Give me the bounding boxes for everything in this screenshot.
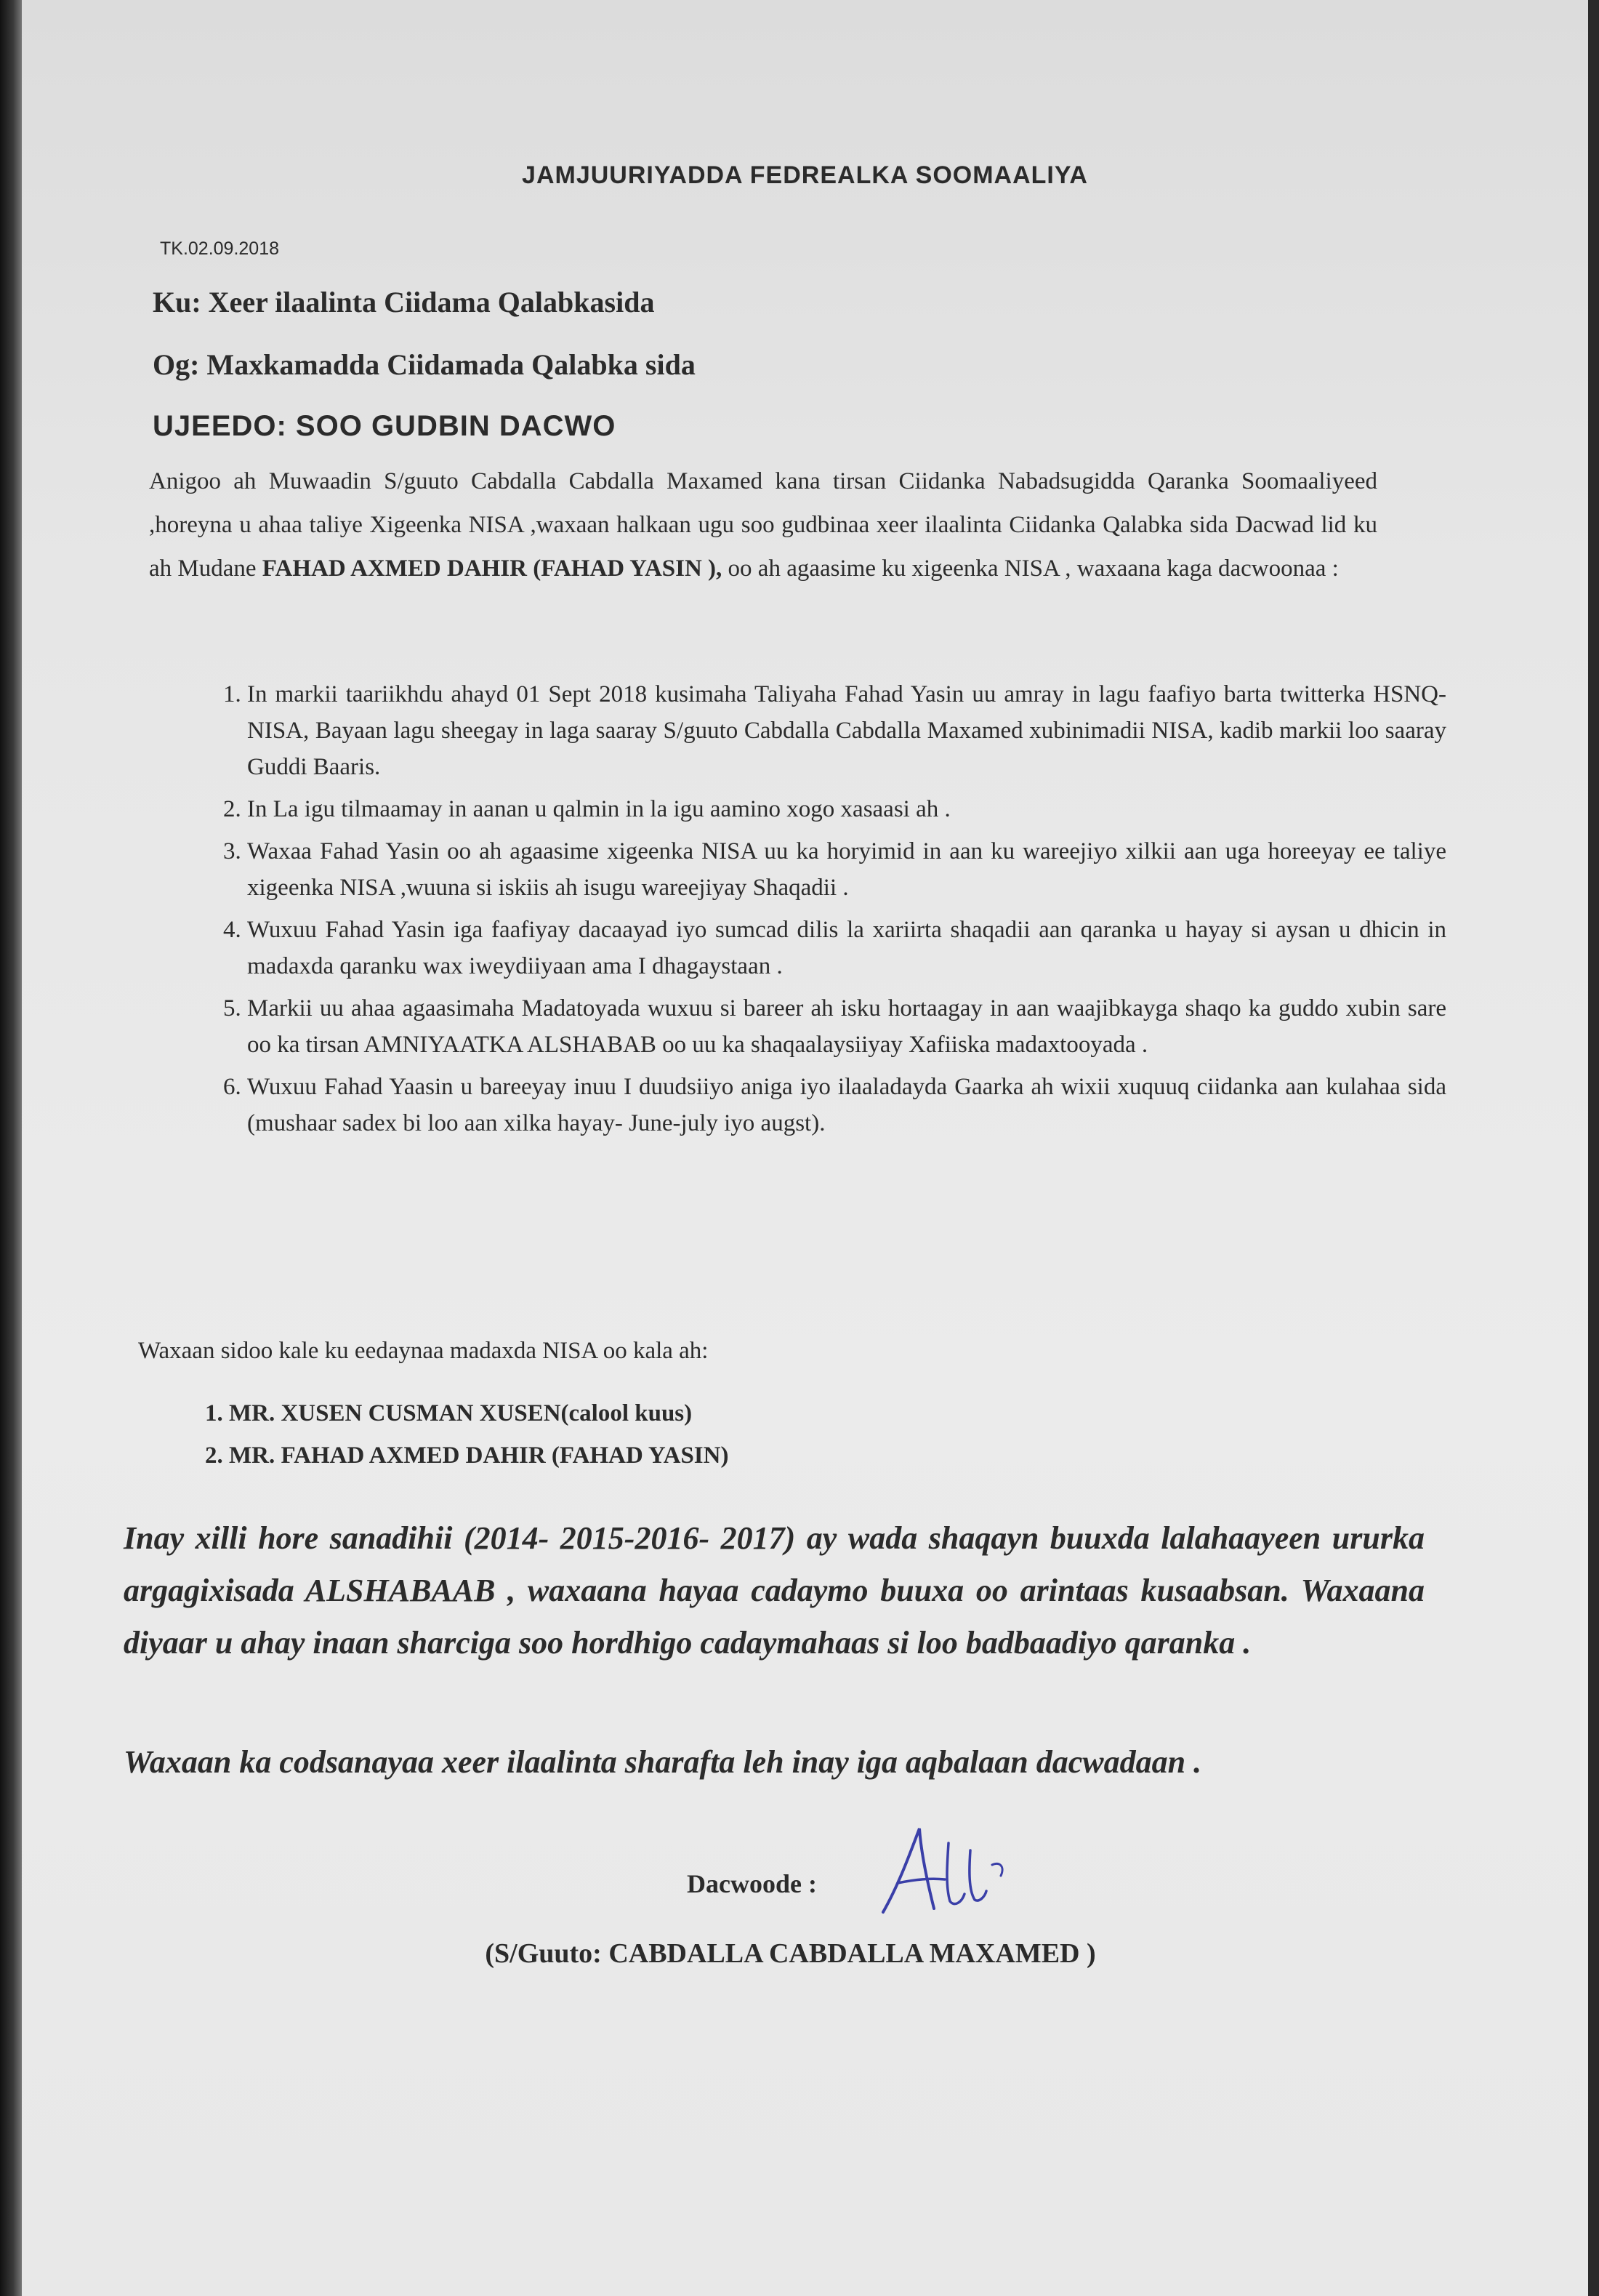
claim-item: 1. In markii taariikhdu ahayd 01 Sept 2018 kusimaha Taliyaha Fahad Yasin uu amray in lagu faafiyo barta twitterka HSNQ-NISA, Bayaan lagu sheegay in laga saaray S/guuto Cabdalla Cabdalla Maxamed xubinimadii NISA, kadib markii loo saaray Guddi Baaris. [247,676,1446,785]
signer-name: (S/Guuto: CABDALLA CABDALLA MAXAMED ) [485,1938,1096,1969]
also-accuse-intro: Waxaan sidoo kale ku eedaynaa madaxda NISA oo kala ah: [138,1338,709,1364]
intro-part1: Anigoo ah Muwaadin S/guuto Cabdalla Cabdalla Maxamed kana tirsan Ciidanka Nabadsugidda Qaranka Soomaaliyeed ,horeyna u ahaa taliye Xigeenka NISA ,waxaan halkaan ugu soo gudbinaa xeer ilaalinta Ciidanka Qalabka sida Dacwad lid ku ah Mudane [149,468,1377,582]
photo-left-edge [0,0,22,2296]
to-line: Ku: Xeer ilaalinta Ciidama Qalabkasida [153,286,655,318]
handwritten-signature [876,1821,1014,1923]
accused-name: FAHAD AXMED DAHIR (FAHAD YASIN ), [262,555,722,582]
subject-line: UJEEDO: SOO GUDBIN DACWO [153,410,616,442]
accused-item: 2. MR. FAHAD AXMED DAHIR (FAHAD YASIN) [229,1434,728,1477]
claims-list [196,676,1446,1147]
signer-label: Dacwoode : [687,1869,817,1898]
claim-item: 3. Waxaa Fahad Yasin oo ah agaasime xigeenka NISA uu ka horyimid in aan ku wareejiyo xilkii aan uga horeeyay ee taliye xigeenka NISA ,wuuna si iskiis ah isugu wareejiyay Shaqadii . [247,833,1446,906]
claim-item: 5. Markii uu ahaa agaasimaha Madatoyada wuxuu si bareer ah isku hortaagay in aan waajibkayga shaqo ka guddo xubin sare oo ka tirsan AMNIYAATKA ALSHABAB oo uu ka shaqaalaysiiyay Xafiiska madaxtooyada . [247,990,1446,1063]
claim-item: 4. Wuxuu Fahad Yasin iga faafiyay dacaayad iyo sumcad dilis la xariirta shaqadii aan qaranka u hayay si aysan u dhicin in madaxda qaranku wax iweydiiyaan ama I dhagaystaan . [247,912,1446,984]
accused-item: 1. MR. XUSEN CUSMAN XUSEN(calool kuus) [229,1392,728,1434]
claim-item: 6. Wuxuu Fahad Yaasin u bareeyay inuu I duudsiiyo aniga iyo ilaaladayda Gaarka ah wixii xuquuq ciidanka aan kulahaa sida (mushaar sadex bi loo aan xilka hayay- June-july iyo augst). [247,1069,1446,1141]
letter-header: JAMJUURIYADDA FEDREALKA SOOMAALIYA [522,161,1088,189]
claim-item: 2. In La igu tilmaamay in aanan u qalmin in la igu aamino xogo xasaasi ah . [247,791,1446,827]
intro-paragraph [149,459,1377,590]
statement-request: Waxaan ka codsanayaa xeer ilaalinta sharafta leh inay iga aqbalaan dacwadaan . [124,1744,1202,1780]
cc-line: Og: Maxkamadda Ciidamada Qalabka sida [153,348,696,381]
letter-page [22,0,1588,2296]
intro-part2: oo ah agaasime ku xigeenka NISA , waxaana kaga dacwoonaa : [722,555,1339,582]
reference-number: TK.02.09.2018 [160,238,280,259]
accused-list [178,1392,728,1477]
statement-evidence: Inay xilli hore sanadihii (2014- 2015-2016- 2017) ay wada shaqayn buuxda lalahaayeen ururka argagixisada ALSHABAAB , waxaana hayaa cadaymo buuxa oo arintaas kusaabsan. Waxaana diyaar u ahay inaan sharciga soo hordhigo cadaymahaas si loo badbaadiyo qaranka . [124,1520,1425,1661]
